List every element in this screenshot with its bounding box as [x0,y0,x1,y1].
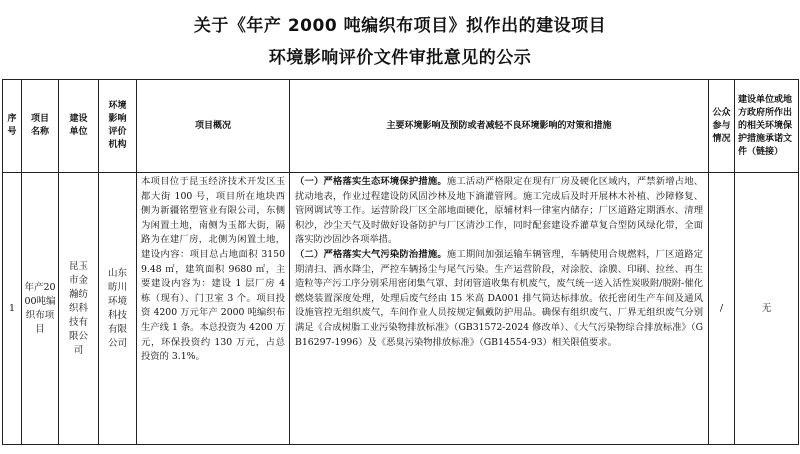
page-title-line-1: 关于《年产 2000 吨编织布项目》拟作出的建设项目 [193,16,607,36]
measures-text-1: 施工活动严格限定在现有厂房及硬化区域内，严禁新增占地、扰动地表，作业过程建设防风固沙林及地下滴灌管网。施工完成后及时开展林木补植、沙障修复、管网调试等工作。运营阶段厂区全部地面硬化，原辅材料一律室内储存；厂区道路定期洒水、清理积沙，沙尘天气及时做好设备防护与厂区清沙工作，同时配套建设乔灌草复合型防风绿化带，全面落实防沙固沙各项举措。 [295,176,703,246]
measures-paragraph-2 [295,248,703,350]
table-header-row [3,80,799,173]
measures-paragraph-1 [295,175,703,248]
header-eia-agency: 环境影响评价机构 [99,80,137,173]
cell-public: / [709,173,735,445]
header-overview: 项目概况 [137,80,290,173]
header-project-name: 项目名称 [22,80,59,173]
table-row [3,173,799,445]
header-public: 公众参与情况 [709,80,735,173]
header-builder: 建设单位 [59,80,99,173]
cell-seq: 1 [3,173,22,445]
cell-measures [290,173,709,445]
cell-eia-agency: 山东昉川环境科技有限公司 [99,173,137,445]
cell-overview: 本项目位于昆玉经济技术开发区玉都大街 100 号，项目所在地块西侧为新疆铭塑管业有限公司，东侧为闲置土地，南侧为玉都大街，隔路为在建厂房，北侧为闲置土地，建设内容：项目总占地面积 31509.48 ㎡，建筑面积 9680 ㎡，主要建设内容为：建设 1 层厂房 4 栋（现有）、门卫室 3 个。项目投资 4200 万元年产 2000 吨编织布生产线 1 条。本总投资为 4200 万元，环保投资约 130 万元，占总投资的 3.1%。 [137,173,290,445]
measures-text-2: 施工期间加强运输车辆管理，车辆使用合规燃料，厂区道路定期清扫、洒水降尘，严控车辆扬尘与尾气污染。生产运营阶段，对涂胶、涂膜、印刷、拉丝、再生造粒等产污工序分别采用密闭集气罩、封闭管道收集有机废气，废气统一送入活性炭吸附/脱附-催化燃烧装置深度处理，处理后废气经由 15 米高 DA001 排气筒达标排放。依托密闭生产车间及通风设施管控无组织废气，车间作业人员按规定佩戴防护用品。确保有组织废气、厂界无组织废气分别满足《合成树脂工业污染物排放标准》（GB31572-2024 修改单）、《大气污染物综合排放标准》（GB16297-1996）及《恶臭污染物排放标准》（GB14554-93）相关限值要求。 [295,248,703,348]
header-measures: 主要环境影响及预防或者减轻不良环境影响的对策和措施 [290,80,709,173]
header-seq: 序号 [3,80,22,173]
measures-heading-1: （一）严格落实生态环境保护措施。 [295,176,447,187]
header-commitment: 建设单位或地方政府所作出的相关环境保护措施承诺文件（链接） [735,80,799,173]
measures-heading-2: （二）严格落实大气污染防治措施。 [295,248,447,260]
cell-builder: 昆玉市金瀚纺织科技有限公司 [59,173,99,445]
cell-commitment: 无 [735,173,799,445]
cell-project-name: 年产2000吨编织布项目 [22,173,59,445]
page-title-line-2: 环境影响评价文件审批意见的公示 [268,48,532,68]
approval-table [2,79,799,445]
